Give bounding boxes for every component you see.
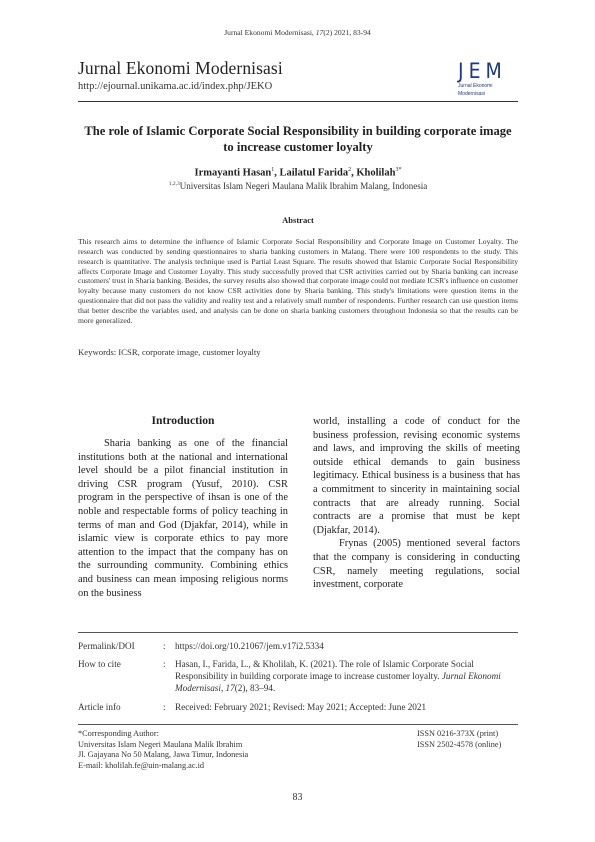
page-number: 83 [292, 792, 303, 803]
author-sup: 1 [271, 167, 275, 173]
citation-volume: 17 [225, 683, 235, 693]
introduction-heading: Introduction [151, 414, 215, 427]
correspondence-line: Jl. Gajayana No 50 Malang, Jawa Timur, Indonesia [78, 750, 249, 760]
issn-print: ISSN 0216-373X (print) [417, 729, 499, 738]
correspondence-email[interactable]: E-mail: kholilah.fe@uin-malang.ac.id [78, 760, 205, 770]
left-column [78, 437, 288, 600]
article-info-label: Article info [78, 702, 121, 712]
abstract-text: This research aims to determine the influence of Islamic Corporate Social Responsibility and Corporate Image on Customer Loyalty. The research was conducted by sending questionnaires to sharia banking customers in Malang. There were 100 respondents to the study. This research is quantitative. The analysis technique used is Partial Least Square. The results showed that Islamic Corporate Social Responsibility affects Corporate Image and Customer Loyalty. This study successfully proved that CSR activities carried out by Sharia banking can increase customers' trust in Sharia banking. Besides, the survey results also showed that corporate image could not mediate ICSR's influence on customer loyalty because many customers do not know CSR activities done by Sharia banking. This study's limitations were question items in the questionnaire that did not pass the validity and reality test and a relatively small number of respondents. Further research can use question items that better describe the variables used, and analysis can be done on sharia banking customers throughout Indonesia so that the results can be more generalized. [78, 237, 518, 325]
author-name: Kholilah [356, 167, 396, 179]
cite-row [78, 658, 518, 694]
cite-label: How to cite [78, 659, 121, 669]
affiliation-sup: 1,2,3 [168, 181, 180, 187]
logo-subtitle: Jurnal Ekonomi Modernisasi [458, 83, 493, 97]
running-header-volume: 17 [315, 28, 324, 37]
jem-logo [458, 59, 518, 97]
author-sup: 3* [395, 167, 402, 173]
correspondence-line: Universitas Islam Negeri Maulana Malik Ibrahim [78, 739, 243, 749]
paper-title: The role of Islamic Corporate Social Responsibility in building corporate image to increase customer loyalty [84, 124, 512, 154]
affiliation [78, 181, 518, 191]
logo-letters: JEM [458, 59, 507, 83]
issn-online: ISSN 2502-4578 (online) [417, 739, 502, 749]
right-column [313, 415, 520, 592]
issn-block [417, 729, 527, 750]
author-sup: 2 [348, 167, 352, 173]
author-list: Irmayanti Hasan$^1$, Lailatul Farida$^2$, Kholilah$^{3*}$ [194, 167, 402, 179]
paragraph: Sharia banking as one of the financial institutions both at the national and international level should be a pilot financial institution in driving CSR program (Yusuf, 2010). CSR program in the perspective of ihsan is one of the noble and respectable forms of policy teaching in terms of man and God (Djakfar, 2014), while in islamic view is corporate ethics to pay more attention to the impact that the company has on the surrounding community. Combining ethics and business can mean imposing religious norms on the business [78, 438, 288, 599]
running-header-journal: Jurnal Ekonomi Modernisasi, [224, 28, 314, 37]
permalink-row [78, 640, 518, 652]
author-name: Lailatul Farida [279, 167, 349, 179]
masthead-divider [78, 101, 518, 102]
abstract-heading: Abstract [282, 215, 314, 225]
author-name: Irmayanti Hasan [194, 167, 272, 179]
info-divider-bottom [78, 724, 518, 725]
journal-title: Jurnal Ekonomi Modernisasi [78, 58, 283, 78]
paragraph: world, installing a code of conduct for the business profession, revising economic systems and laws, and improving the skills of meeting outside ethical demands to gain business legitimacy. Ethical business is a business that has a commitment to sincerity in maintaining social contracts that are already running. Social contracts are a promise that must be kept (Djakfar, 2014). [313, 416, 520, 536]
citation-text: Hasan, I., Farida, L., & Kholilah, K. (2021). The role of Islamic Corporate Social Responsibility in building corporate image to increase customer loyalty. [175, 659, 474, 681]
colon: : [163, 702, 166, 712]
colon: : [163, 641, 166, 651]
citation-sep: , [220, 683, 226, 693]
colon: : [163, 659, 166, 669]
info-divider-top [78, 632, 518, 633]
permalink-label: Permalink/DOI [78, 641, 135, 651]
paragraph: Frynas (2005) mentioned several factors that the company is considering in conducting CSR, namely meeting regulations, social investment, corporate [313, 538, 520, 591]
correspondence [78, 729, 338, 771]
correspondence-line: *Corresponding Author: [78, 729, 159, 738]
keywords: Keywords: ICSR, corporate image, customer loyalty [78, 347, 261, 357]
doi-link[interactable]: https://doi.org/10.21067/jem.v17i2.5334 [175, 641, 324, 651]
journal-url[interactable]: http://ejournal.unikama.ac.id/index.php/JEKO [78, 81, 273, 92]
citation [175, 658, 518, 694]
running-header-issue: (2) 2021, 83-94 [323, 28, 371, 37]
article-info-row [78, 701, 518, 713]
running-header [0, 28, 595, 37]
article-dates: Received: February 2021; Revised: May 2021; Accepted: June 2021 [175, 702, 427, 712]
citation-journal: Jurnal Ekonomi Modernisasi [175, 671, 501, 693]
affiliation-text: Universitas Islam Negeri Maulana Malik Ibrahim Malang, Indonesia [179, 181, 428, 191]
citation-end: (2), 83–94. [234, 683, 276, 693]
